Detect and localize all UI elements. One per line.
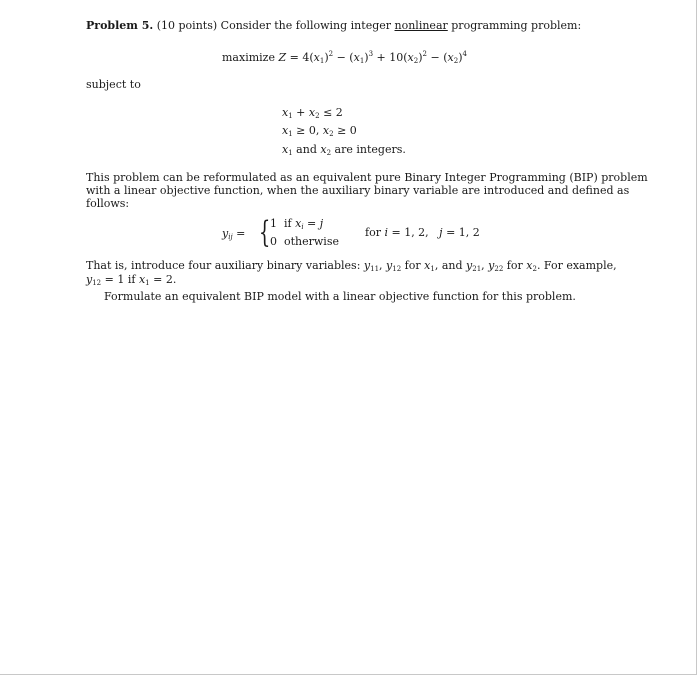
problem-points: (10 points) bbox=[156, 19, 218, 32]
para1-line3: follows: bbox=[86, 197, 130, 210]
problem-label: Problem 5. bbox=[86, 19, 154, 32]
nonlinear-keyword: nonlinear bbox=[394, 19, 448, 32]
reformulation-paragraph bbox=[86, 171, 648, 210]
problem-statement bbox=[86, 19, 581, 32]
definition-lhs: $y_{ij}$ = bbox=[222, 227, 246, 241]
case2-condition: otherwise bbox=[284, 235, 339, 248]
para1-line1: This problem can be reformulated as an equivalent pure Binary Integer Programming (BIP) problem bbox=[86, 171, 648, 184]
para1-line2: with a linear objective function, when the auxiliary binary variable are introduced and defined as bbox=[86, 184, 630, 197]
index-range: for i = 1, 2, j = 1, 2 bbox=[365, 226, 480, 239]
constraint-integer: $x_1$ and $x_2$ are integers. bbox=[282, 143, 406, 157]
constraint-nonneg: $x_1 \ge 0$, $x_2 \ge 0$ bbox=[282, 124, 357, 138]
case1-value: 1 bbox=[270, 217, 277, 230]
case1-condition: if $x_i = j$ bbox=[284, 217, 324, 231]
objective-function: maximize $Z = 4(x_1)^2 - (x_1)^3 + 10(x_2)^2 - (x_2)^4$ bbox=[222, 50, 467, 65]
constraint-sum: $x_1 + x_2 \le 2$ bbox=[282, 106, 343, 120]
task-instruction: Formulate an equivalent BIP model with a linear objective function for this problem. bbox=[104, 290, 576, 303]
intro-before: Consider the following integer bbox=[220, 19, 392, 32]
auxiliary-variables-line2: $y_{12} = 1$ if $x_1 = 2$. bbox=[86, 273, 177, 287]
subject-to-heading: subject to bbox=[86, 78, 141, 91]
intro-after: programming problem: bbox=[451, 19, 582, 32]
auxiliary-variables-line1: That is, introduce four auxiliary binary variables: $y_{11}$, $y_{12}$ for $x_1$, and $y_{21}$, $y_{22}$ for $x_2$. For example, bbox=[86, 259, 617, 273]
case2-value: 0 bbox=[270, 235, 277, 248]
left-brace-icon: { bbox=[258, 215, 271, 250]
